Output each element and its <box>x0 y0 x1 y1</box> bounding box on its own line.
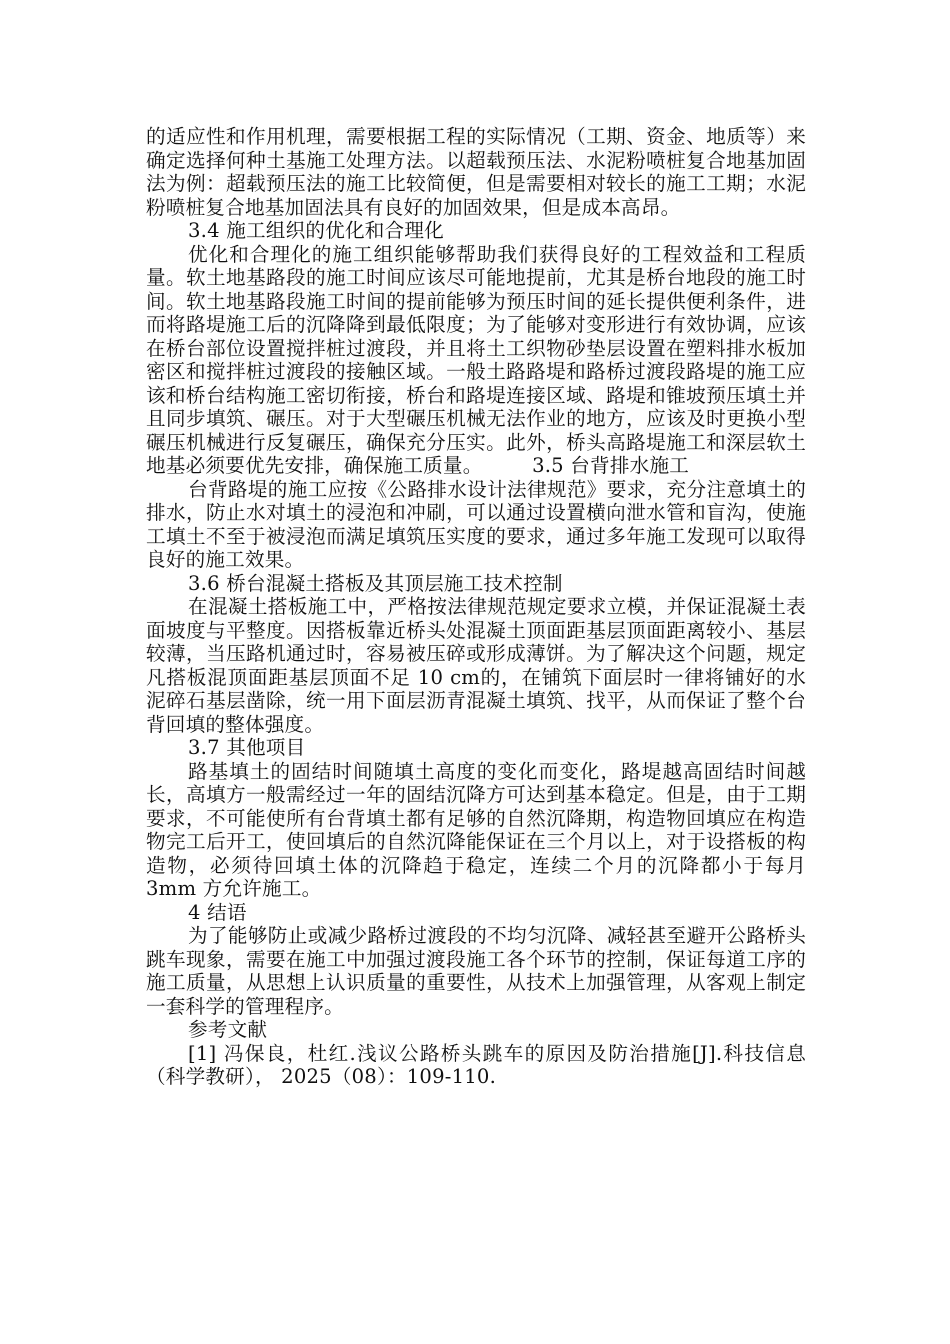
section-heading-3-4: 3.4 施工组织的优化和合理化 <box>188 219 444 242</box>
paragraph-continuation: 的适应性和作用机理，需要根据工程的实际情况（工期、资金、地质等）来确定选择何种土基施工处理方法。以超载预压法、水泥粉喷桩复合地基加固法为例：超载预压法的施工比较简便，但是需要相对较长的施工工期；水泥粉喷桩复合地基加固法具有良好的加固效果，但是成本高昂。 <box>146 125 806 219</box>
document-body <box>146 125 806 1089</box>
reference-item: [1] 冯保良，杜红.浅议公路桥头跳车的原因及防治措施[J].科技信息（科学教研）， 2025（08）：109-110. <box>146 1041 806 1088</box>
paragraph-other-items: 路基填土的固结时间随填土高度的变化而变化，路堤越高固结时间越长，高填方一般需经过一年的固结沉降方可达到基本稳定。但是，由于工期要求，不可能使所有台背填土都有足够的自然沉降期，构造物回填应在构造物完工后开工，使回填后的自然沉降能保证在三个月以上，对于设搭板的构造物，必须待回填土体的沉降趋于稳定，连续二个月的沉降都小于每月 3mm 方允许施工。 <box>146 759 806 900</box>
paragraph-construction-organization: 优化和合理化的施工组织能够帮助我们获得良好的工程效益和工程质量。软土地基路段的施工时间应该尽可能地提前，尤其是桥台地段的施工时间。软土地基路段施工时间的提前能够为预压时间的延长提供便利条件，进而将路堤施工后的沉降降到最低限度；为了能够对变形进行有效协调，应该在桥台部位设置搅拌桩过渡段，并且将土工织物砂垫层设置在塑料排水板加密区和搅拌桩过渡段的接触区域。一般土路路堤和路桥过渡段路堤的施工应该和桥台结构施工密切衔接，桥台和路堤连接区域、路堤和锥坡预压填土并且同步填筑、碾压。对于大型碾压机械无法作业的地方，应该及时更换小型碾压机械进行反复碾压，确保充分压实。此外，桥头高路堤施工和深层软土地基必须要优先安排，确保施工质量。 3.5 台背排水施工 <box>146 242 806 477</box>
section-heading-3-6: 3.6 桥台混凝土搭板及其顶层施工技术控制 <box>188 571 563 595</box>
references-heading: 参考文献 <box>188 1018 268 1041</box>
section-heading-3-7: 3.7 其他项目 <box>188 736 306 759</box>
paragraph-conclusion: 为了能够防止或减少路桥过渡段的不均匀沉降、减轻甚至避开公路桥头跳车现象，需要在施工中加强过渡段施工各个环节的控制，保证每道工序的施工质量，从思想上认识质量的重要性，从技术上加强管理，从客观上制定一套科学的管理程序。 <box>146 924 806 1018</box>
paragraph-slab-construction: 在混凝土搭板施工中，严格按法律规范规定要求立模，并保证混凝土表面坡度与平整度。因搭板靠近桥头处混凝土顶面距基层顶面距离较小、基层较薄，当压路机通过时，容易被压碎或形成薄饼。为了解决这个问题，规定凡搭板混顶面距基层顶面不足 10 cm的，在铺筑下面层时一律将铺好的水泥碎石基层凿除，统一用下面层沥青混凝土填筑、找平，从而保证了整个台背回填的整体强度。 <box>146 595 806 736</box>
section-heading-conclusion: 4 结语 <box>188 900 247 924</box>
paragraph-drainage: 台背路堤的施工应按《公路排水设计法律规范》要求，充分注意填土的排水，防止水对填土的浸泡和冲刷，可以通过设置横向泄水管和盲沟，使施工填土不至于被浸泡而满足填筑压实度的要求，通过多年施工发现可以取得良好的施工效果。 <box>146 477 806 571</box>
